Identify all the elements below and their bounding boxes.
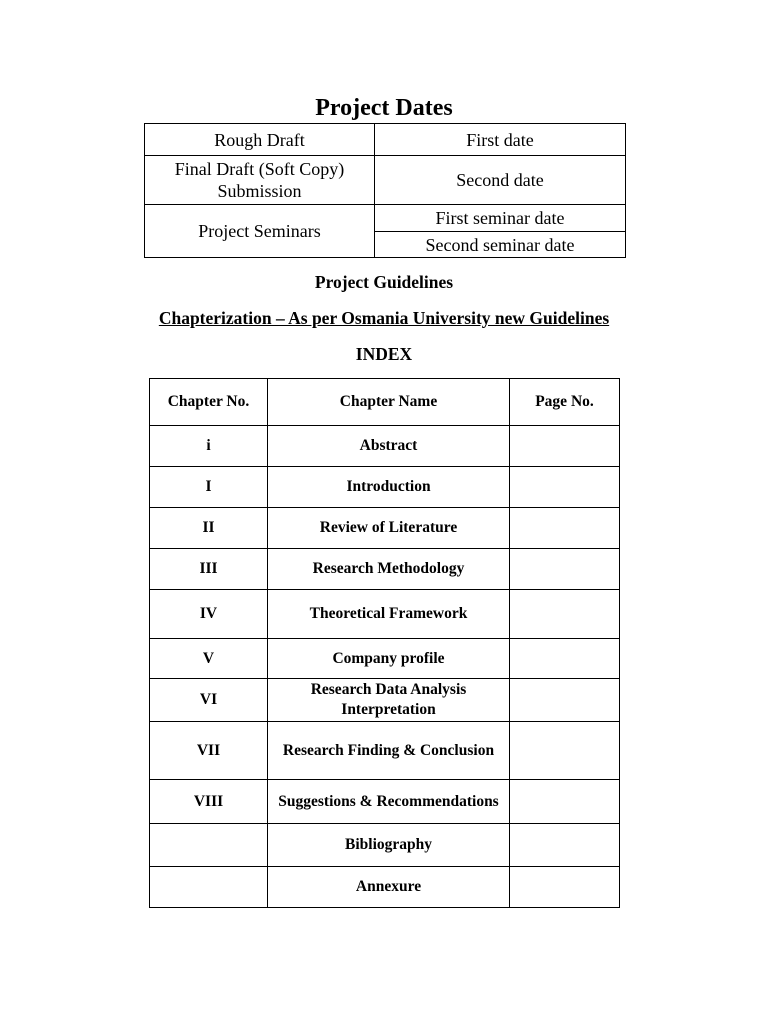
page-no-cell bbox=[510, 679, 620, 722]
table-row bbox=[145, 124, 626, 156]
page-no-cell bbox=[510, 508, 620, 549]
table-row bbox=[150, 867, 620, 908]
table-row bbox=[150, 722, 620, 780]
chapter-no-cell: II bbox=[150, 508, 268, 549]
index-table bbox=[149, 378, 620, 908]
page-no-cell bbox=[510, 590, 620, 639]
page-no-cell bbox=[510, 824, 620, 867]
column-header: Chapter Name bbox=[268, 379, 510, 426]
table-row bbox=[150, 824, 620, 867]
page-no-cell bbox=[510, 867, 620, 908]
guidelines-heading: Project Guidelines bbox=[314, 272, 454, 292]
chapter-no-cell: I bbox=[150, 467, 268, 508]
page-title: Project Dates bbox=[315, 95, 453, 121]
chapter-no-cell: V bbox=[150, 639, 268, 679]
page-no-cell bbox=[510, 549, 620, 590]
dates-value-cell: First date bbox=[375, 124, 626, 156]
table-row bbox=[150, 467, 620, 508]
page-no-cell bbox=[510, 426, 620, 467]
chapter-no-cell: VIII bbox=[150, 780, 268, 824]
table-row bbox=[145, 205, 626, 232]
chapter-name-cell: Theoretical Framework bbox=[268, 590, 510, 639]
column-header: Page No. bbox=[510, 379, 620, 426]
chapterization-heading: Chapterization – As per Osmania University new Guidelines bbox=[158, 308, 610, 328]
table-row bbox=[150, 780, 620, 824]
index-heading: INDEX bbox=[355, 344, 413, 364]
chapter-name-cell: Introduction bbox=[268, 467, 510, 508]
table-row bbox=[150, 679, 620, 722]
chapter-no-cell: i bbox=[150, 426, 268, 467]
project-dates-table bbox=[144, 123, 626, 258]
chapter-name-cell: Research Finding & Conclusion bbox=[268, 722, 510, 780]
dates-label-cell: Project Seminars bbox=[145, 205, 375, 258]
table-row bbox=[150, 549, 620, 590]
page-no-cell bbox=[510, 780, 620, 824]
dates-label-cell: Rough Draft bbox=[145, 124, 375, 156]
chapter-name-cell: Bibliography bbox=[268, 824, 510, 867]
table-row bbox=[150, 426, 620, 467]
chapter-name-cell: Abstract bbox=[268, 426, 510, 467]
chapter-name-cell: Review of Literature bbox=[268, 508, 510, 549]
dates-value-cell: First seminar date bbox=[375, 205, 626, 232]
dates-value-cell: Second seminar date bbox=[375, 232, 626, 258]
table-row bbox=[145, 156, 626, 205]
page-no-cell bbox=[510, 639, 620, 679]
table-row bbox=[150, 508, 620, 549]
table-row bbox=[150, 590, 620, 639]
chapter-no-cell bbox=[150, 824, 268, 867]
chapter-name-cell: Annexure bbox=[268, 867, 510, 908]
page-no-cell bbox=[510, 722, 620, 780]
dates-value-cell: Second date bbox=[375, 156, 626, 205]
chapter-name-cell: Research Methodology bbox=[268, 549, 510, 590]
chapter-no-cell: IV bbox=[150, 590, 268, 639]
chapter-name-cell: Company profile bbox=[268, 639, 510, 679]
chapter-name-cell: Research Data Analysis Interpretation bbox=[268, 679, 510, 722]
table-row bbox=[150, 639, 620, 679]
chapter-no-cell: VII bbox=[150, 722, 268, 780]
chapter-name-cell: Suggestions & Recommendations bbox=[268, 780, 510, 824]
chapter-no-cell: III bbox=[150, 549, 268, 590]
page-no-cell bbox=[510, 467, 620, 508]
table-header-row bbox=[150, 379, 620, 426]
dates-label-cell: Final Draft (Soft Copy) Submission bbox=[145, 156, 375, 205]
chapter-no-cell bbox=[150, 867, 268, 908]
chapter-no-cell: VI bbox=[150, 679, 268, 722]
column-header: Chapter No. bbox=[150, 379, 268, 426]
